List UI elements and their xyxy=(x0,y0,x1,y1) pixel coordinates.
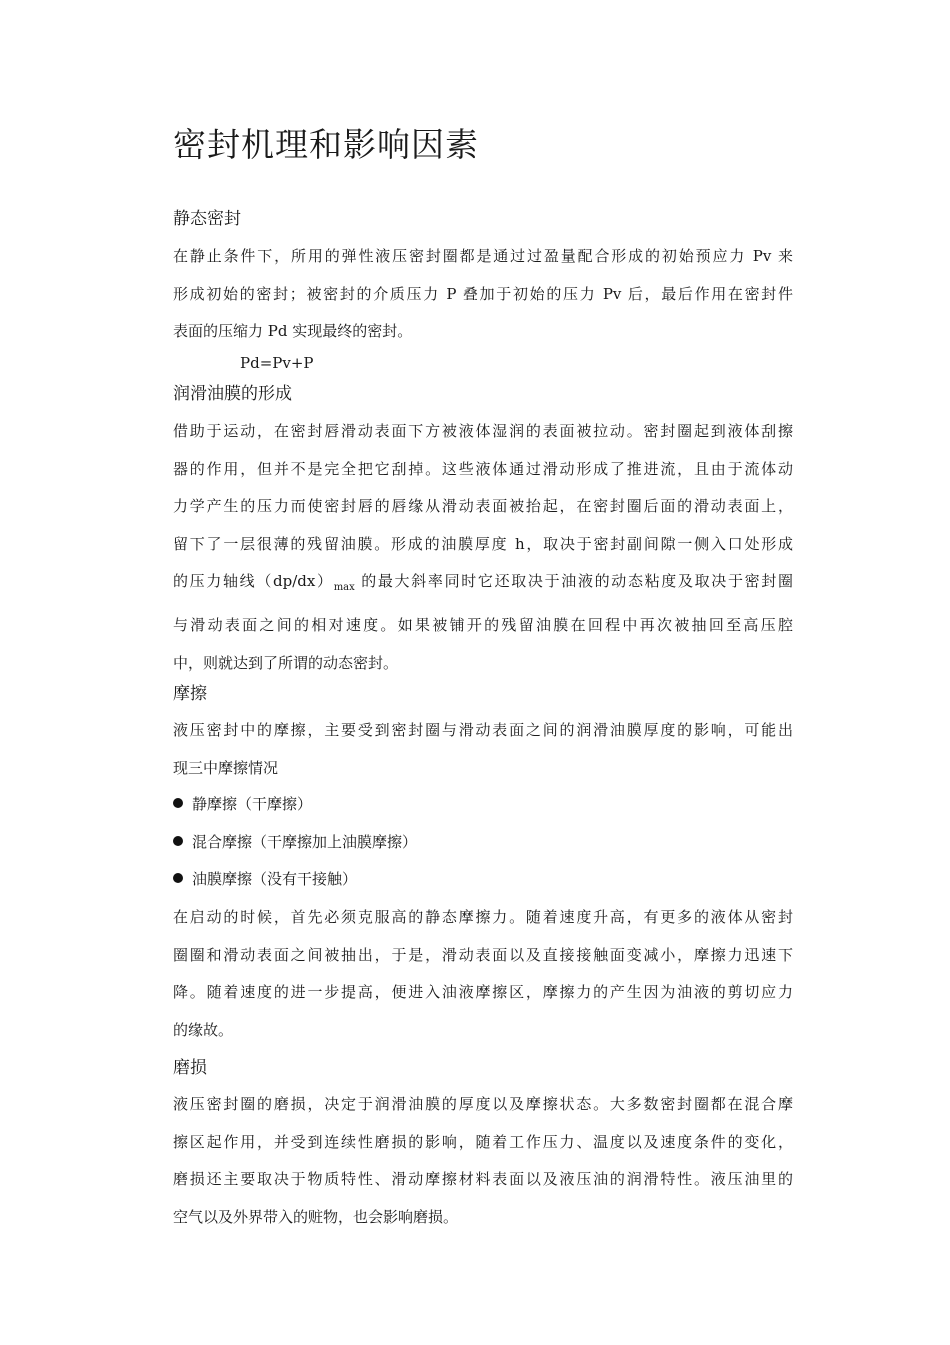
text-line: 表面的压缩力 Pd 实现最终的密封。 xyxy=(173,322,413,341)
text-line: 空气以及外界带入的赃物，也会影响磨损。 xyxy=(173,1207,459,1226)
formula: Pd=Pv+P xyxy=(240,354,314,372)
text-line: 留下了一层很薄的残留油膜。形成的油膜厚度 h，取决于密封副间隙一侧入口处形成 xyxy=(173,534,793,553)
section-heading-wear: 磨损 xyxy=(173,1058,207,1078)
text-line: 液压密封中的摩擦，主要受到密封圈与滑动表面之间的润滑油膜厚度的影响，可能出 xyxy=(173,721,793,739)
subscript: max xyxy=(333,582,355,594)
page-title: 密封机理和影响因素 xyxy=(173,125,479,164)
text-line: 中，则就达到了所谓的动态密封。 xyxy=(173,653,399,672)
paragraph-oil-film xyxy=(173,413,793,682)
text-line: 力学产生的压力而使密封唇的唇缘从滑动表面被抬起，在密封圈后面的滑动表面上， xyxy=(173,497,793,516)
list-item-label: 混合摩擦（干摩擦加上油膜摩擦） xyxy=(192,832,418,851)
text-line: 圈圈和滑动表面之间被抽出，于是，滑动表面以及直接接触面变减小，摩擦力迅速下 xyxy=(173,945,793,964)
paragraph-wear xyxy=(173,1086,793,1236)
text-line: 器的作用，但并不是完全把它刮掉。这些液体通过滑动形成了推进流，且由于流体动 xyxy=(173,459,793,478)
text-line: 形成初始的密封；被密封的介质压力 P 叠加于初始的压力 Pv 后，最后作用在密封件 xyxy=(173,284,793,303)
section-heading-static-seal: 静态密封 xyxy=(173,209,241,229)
list-item xyxy=(173,861,417,899)
bullet-icon xyxy=(173,873,183,883)
text-line: 在静止条件下，所用的弹性液压密封圈都是通过过盈量配合形成的初始预应力 Pv 来 xyxy=(173,247,793,265)
text-line: 擦区起作用，并受到连续性磨损的影响，随着工作压力、温度以及速度条件的变化， xyxy=(173,1132,793,1151)
text-line: 借助于运动，在密封唇滑动表面下方被液体湿润的表面被拉动。密封圈起到液体刮擦 xyxy=(173,422,793,440)
bullet-icon xyxy=(173,798,183,808)
list-item-label: 静摩擦（干摩擦） xyxy=(192,795,313,813)
text-line: 的缘故。 xyxy=(173,1020,234,1039)
text-fragment: 的压力轴线（dp/dx） xyxy=(173,572,334,591)
text-line: 降。随着速度的进一步提高，便进入油液摩擦区，摩擦力的产生因为油液的剪切应力 xyxy=(173,983,793,1002)
paragraph-friction-body xyxy=(173,899,793,1049)
list-item xyxy=(173,786,417,824)
text-line: 磨损还主要取决于物质特性、滑动摩擦材料表面以及液压油的润滑特性。液压油里的 xyxy=(173,1170,793,1189)
text-fragment: 的最大斜率同时它还取决于油液的动态粘度及取决于密封圈 xyxy=(354,572,793,591)
paragraph-friction-intro xyxy=(173,712,793,787)
section-heading-oil-film: 润滑油膜的形成 xyxy=(173,384,292,404)
friction-types-list xyxy=(173,786,417,899)
bullet-icon xyxy=(173,836,183,846)
text-line: 在启动的时候，首先必须克服高的静态摩擦力。随着速度升高，有更多的液体从密封 xyxy=(173,908,793,926)
section-heading-friction: 摩擦 xyxy=(173,684,207,704)
text-line-with-subscript xyxy=(173,563,793,607)
text-line: 与滑动表面之间的相对速度。如果被铺开的残留油膜在回程中再次被抽回至高压腔 xyxy=(173,615,793,634)
list-item-label: 油膜摩擦（没有干接触） xyxy=(192,870,358,889)
text-line: 现三中摩擦情况 xyxy=(173,758,279,777)
list-item xyxy=(173,824,417,862)
paragraph-static-seal xyxy=(173,238,793,351)
text-line: 液压密封圈的磨损，决定于润滑油膜的厚度以及摩擦状态。大多数密封圈都在混合摩 xyxy=(173,1095,793,1113)
